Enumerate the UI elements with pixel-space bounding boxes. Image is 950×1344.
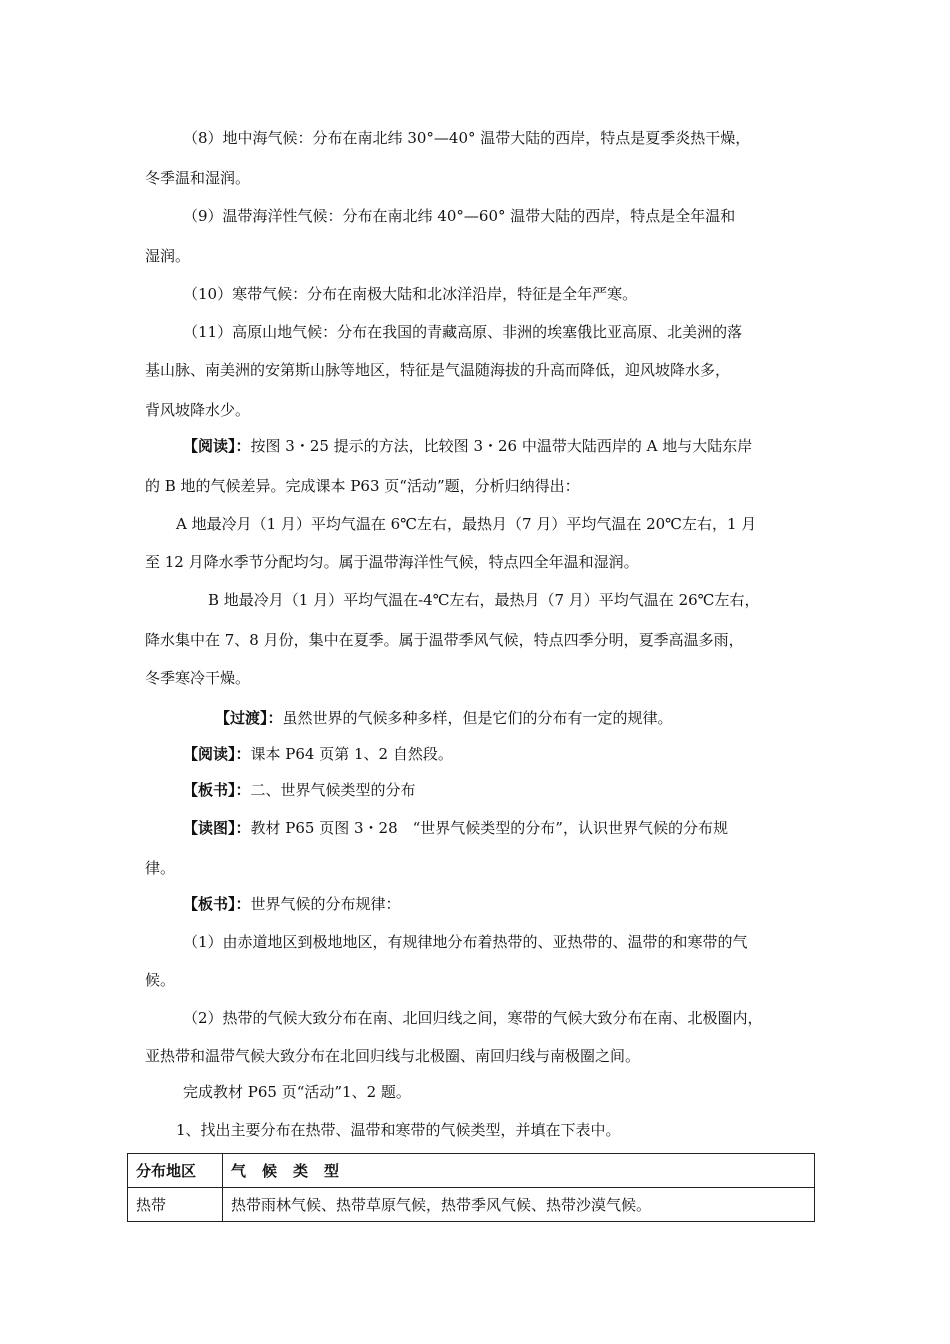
table-row bbox=[128, 1188, 815, 1222]
table-cell: 热带 bbox=[128, 1188, 223, 1222]
paragraph-line: 冬季温和湿润。 bbox=[145, 169, 251, 187]
paragraph-line: 完成教材 P65 页“活动”1、2 题。 bbox=[183, 1083, 411, 1101]
paragraph-line: （1）由赤道地区到极地地区，有规律地分布着热带的、亚热带的、温带的和寒带的气 bbox=[183, 933, 748, 951]
line-text: 课本 P64 页第 1、2 自然段。 bbox=[250, 745, 453, 763]
paragraph-line: 降水集中在 7、8 月份，集中在夏季。属于温带季风气候，特点四季分明，夏季高温多雨， bbox=[145, 631, 744, 649]
paragraph-line: 的 B 地的气候差异。完成课本 P63 页“活动”题，分析归纳得出： bbox=[145, 477, 580, 495]
table-header-cell: 分布地区 bbox=[128, 1154, 223, 1188]
paragraph-line: （10）寒带气候：分布在南极大陆和北冰洋沿岸，特征是全年严寒。 bbox=[183, 285, 638, 303]
paragraph-line: （11）高原山地气候：分布在我国的青藏高原、非洲的埃塞俄比亚高原、北美洲的落 bbox=[183, 323, 743, 341]
table-header-row bbox=[128, 1154, 815, 1188]
paragraph-line: 冬季寒冷干燥。 bbox=[145, 669, 251, 687]
paragraph-line: 1、找出主要分布在热带、温带和寒带的气候类型，并填在下表中。 bbox=[176, 1121, 621, 1139]
label-board: 【板书】： bbox=[183, 781, 251, 799]
paragraph-line: B 地最冷月（1 月）平均气温在-4℃左右，最热月（7 月）平均气温在 26℃左右， bbox=[208, 591, 760, 609]
paragraph-line: 湿润。 bbox=[145, 247, 191, 265]
reading-line bbox=[183, 744, 453, 764]
transition-line bbox=[215, 708, 673, 728]
label-reading: 【阅读】： bbox=[183, 437, 251, 455]
line-text: 教材 P65 页图 3・28 “世界气候类型的分布”，认识世界气候的分布规 bbox=[250, 819, 728, 837]
line-text: 世界气候的分布规律： bbox=[250, 895, 401, 913]
paragraph-line: 候。 bbox=[145, 971, 176, 989]
table-header-cell: 气候类型 bbox=[223, 1154, 815, 1188]
label-reading: 【阅读】： bbox=[183, 745, 251, 763]
reading-line bbox=[183, 436, 752, 456]
table-cell: 热带雨林气候、热带草原气候，热带季风气候、热带沙漠气候。 bbox=[223, 1188, 815, 1222]
paragraph-line: （9）温带海洋性气候：分布在南北纬 40°—60° 温带大陆的西岸，特点是全年温和 bbox=[183, 207, 736, 225]
paragraph-line: 基山脉、南美洲的安第斯山脉等地区，特征是气温随海拔的升高而降低，迎风坡降水多， bbox=[145, 361, 731, 379]
label-transition: 【过渡】： bbox=[215, 709, 283, 727]
line-text: 二、世界气候类型的分布 bbox=[250, 781, 416, 799]
board-line bbox=[183, 894, 401, 914]
paragraph-line: 亚热带和温带气候大致分布在北回归线与北极圈、南回归线与南极圈之间。 bbox=[145, 1047, 641, 1065]
board-line bbox=[183, 780, 416, 800]
label-board: 【板书】： bbox=[183, 895, 251, 913]
label-readmap: 【读图】： bbox=[183, 819, 251, 837]
climate-table bbox=[127, 1153, 815, 1222]
paragraph-line: 律。 bbox=[145, 859, 176, 877]
line-text: 按图 3・25 提示的方法，比较图 3・26 中温带大陆西岸的 A 地与大陆东岸 bbox=[250, 437, 753, 455]
paragraph-line: （2）热带的气候大致分布在南、北回归线之间，寒带的气候大致分布在南、北极圈内， bbox=[183, 1009, 763, 1027]
paragraph-line: 至 12 月降水季节分配均匀。属于温带海洋性气候，特点四全年温和湿润。 bbox=[145, 553, 639, 571]
paragraph-line: （8）地中海气候：分布在南北纬 30°—40° 温带大陆的西岸，特点是夏季炎热干燥， bbox=[183, 129, 751, 147]
paragraph-line: A 地最冷月（1 月）平均气温在 6℃左右，最热月（7 月）平均气温在 20℃左右，1 月 bbox=[176, 515, 757, 533]
paragraph-line: 背风坡降水少。 bbox=[145, 401, 251, 419]
readmap-line bbox=[183, 818, 728, 838]
line-text: 虽然世界的气候多种多样，但是它们的分布有一定的规律。 bbox=[282, 709, 673, 727]
